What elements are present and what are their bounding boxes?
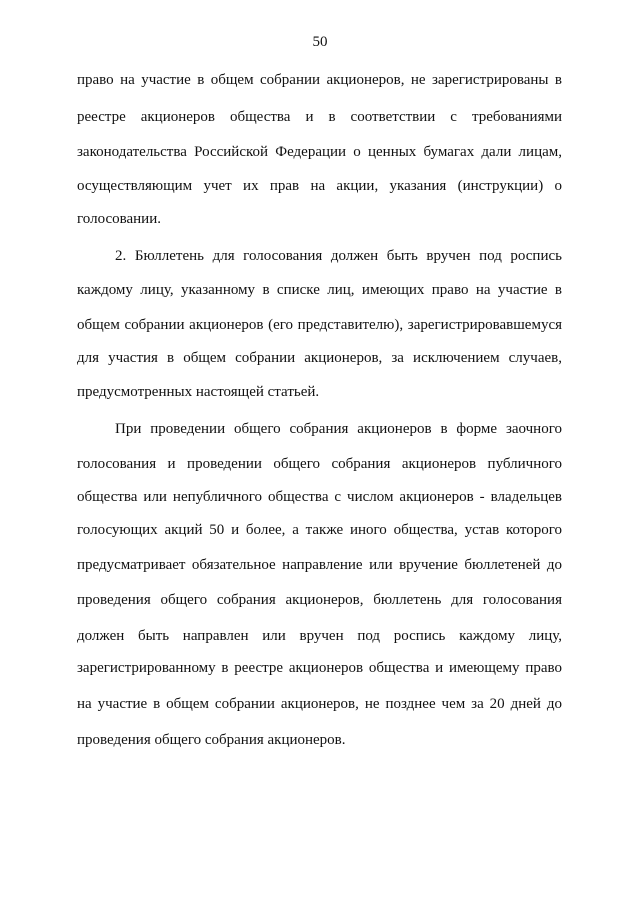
text-line: предусматривает обязательное направление или вручение бюллетеней до <box>77 557 562 573</box>
text-line: осуществляющим учет их прав на акции, указания (инструкции) о <box>77 178 562 194</box>
page-number: 50 <box>312 34 328 50</box>
text-line: реестре акционеров общества и в соответствии с требованиями <box>77 109 562 125</box>
text-line: каждому лицу, указанному в списке лиц, имеющих право на участие в <box>77 282 562 298</box>
text-line: проведения общего собрания акционеров. <box>77 732 346 748</box>
text-line: 2. Бюллетень для голосования должен быть вручен под роспись <box>115 248 562 264</box>
text-line: зарегистрированному в реестре акционеров общества и имеющему право <box>77 660 562 676</box>
text-line: должен быть направлен или вручен под роспись каждому лицу, <box>77 628 562 644</box>
text-line: для участия в общем собрании акционеров, за исключением случаев, <box>77 350 562 366</box>
text-line: законодательства Российской Федерации о ценных бумагах дали лицам, <box>77 144 562 160</box>
text-line: При проведении общего собрания акционеров в форме заочного <box>115 421 562 437</box>
text-line: предусмотренных настоящей статьей. <box>77 384 320 400</box>
text-line: общества или непубличного общества с числом акционеров - владельцев <box>77 489 562 505</box>
text-line: голосующих акций 50 и более, а также иного общества, устав которого <box>77 522 562 538</box>
text-line: общем собрании акционеров (его представителю), зарегистрировавшемуся <box>77 317 562 333</box>
text-line: голосовании. <box>77 211 161 227</box>
text-line: на участие в общем собрании акционеров, не позднее чем за 20 дней до <box>77 696 562 712</box>
text-line: право на участие в общем собрании акционеров, не зарегистрированы в <box>77 72 562 88</box>
text-line: проведения общего собрания акционеров, бюллетень для голосования <box>77 592 562 608</box>
text-line: голосования и проведении общего собрания акционеров публичного <box>77 456 562 472</box>
